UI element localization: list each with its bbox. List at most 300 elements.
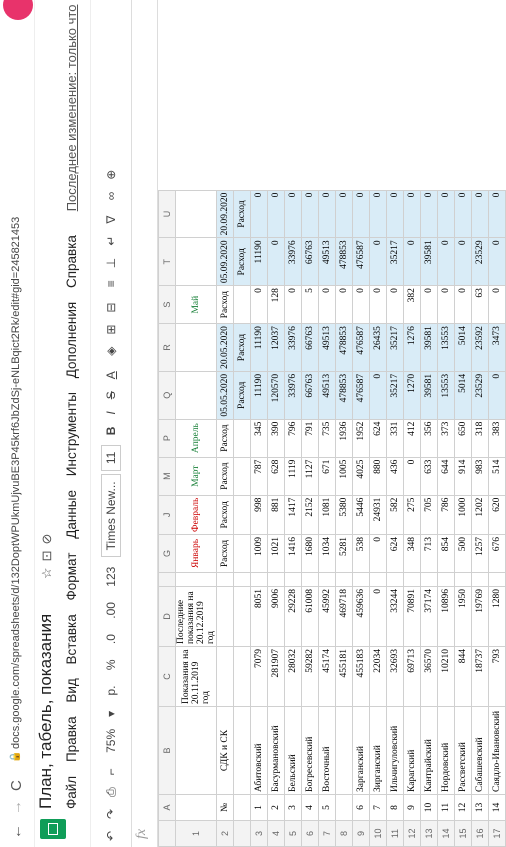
cell[interactable]: [176, 190, 217, 238]
cell[interactable]: [234, 573, 251, 587]
cell[interactable]: 8051: [251, 587, 268, 647]
decrease-decimal-button[interactable]: .0: [104, 634, 118, 645]
cell[interactable]: 0: [404, 238, 421, 286]
cell[interactable]: [234, 419, 251, 457]
chevron-down-icon[interactable]: ▾: [104, 710, 118, 717]
cell[interactable]: 478853: [336, 324, 353, 372]
cell[interactable]: №: [217, 795, 234, 821]
print-icon[interactable]: ⎙: [104, 787, 118, 797]
col-header[interactable]: A: [159, 795, 176, 821]
col-header[interactable]: J: [159, 495, 176, 534]
cell[interactable]: [217, 647, 234, 707]
cell[interactable]: 0: [353, 286, 370, 324]
cell[interactable]: [176, 324, 217, 372]
cell[interactable]: 786: [438, 495, 455, 534]
cell[interactable]: 66763: [302, 238, 319, 286]
cell[interactable]: 0: [455, 238, 472, 286]
row-number[interactable]: [234, 821, 251, 847]
borders-icon[interactable]: ⊞: [104, 324, 118, 335]
cell[interactable]: 476587: [353, 371, 370, 419]
cell[interactable]: 35217: [387, 238, 404, 286]
cell[interactable]: 1034: [319, 535, 336, 573]
row-number[interactable]: 15: [455, 821, 472, 847]
cell[interactable]: 0: [438, 286, 455, 324]
rotate-icon[interactable]: ∇: [104, 215, 118, 224]
cell[interactable]: 49513: [319, 371, 336, 419]
cell[interactable]: Зирганский: [370, 707, 387, 795]
cell[interactable]: 331: [387, 419, 404, 457]
row-number[interactable]: 17: [489, 821, 506, 847]
move-icon[interactable]: ⊡: [39, 544, 54, 562]
cell[interactable]: 63: [472, 286, 489, 324]
cell[interactable]: 436: [387, 457, 404, 495]
cell[interactable]: 844: [455, 647, 472, 707]
increase-decimal-button[interactable]: .00: [104, 602, 118, 619]
cell[interactable]: 10896: [438, 587, 455, 647]
cell[interactable]: Расход: [234, 371, 251, 419]
row-number[interactable]: 1: [176, 821, 217, 847]
cell[interactable]: 1021: [268, 535, 285, 573]
cell[interactable]: 281907: [268, 647, 285, 707]
cell[interactable]: Расход: [234, 324, 251, 372]
cell[interactable]: 1081: [319, 495, 336, 534]
row-number[interactable]: 9: [353, 821, 370, 847]
cell[interactable]: Бельский: [285, 707, 302, 795]
cell[interactable]: 1950: [455, 587, 472, 647]
cell[interactable]: [234, 587, 251, 647]
row-number[interactable]: 4: [268, 821, 285, 847]
cell[interactable]: 39581: [421, 324, 438, 372]
cell[interactable]: [234, 647, 251, 707]
cell[interactable]: 11190: [251, 324, 268, 372]
doc-title[interactable]: План, табель, показания: [36, 613, 55, 809]
cell[interactable]: 5281: [336, 535, 353, 573]
row-number[interactable]: 5: [285, 821, 302, 847]
cell[interactable]: 0: [285, 190, 302, 238]
cell[interactable]: 33976: [285, 324, 302, 372]
cell[interactable]: 476587: [353, 324, 370, 372]
cell[interactable]: 5: [302, 286, 319, 324]
cell[interactable]: 26435: [370, 324, 387, 372]
cell[interactable]: [489, 573, 506, 587]
cell[interactable]: [302, 573, 319, 587]
cell[interactable]: Февраль: [176, 495, 217, 534]
cell[interactable]: 23529: [472, 238, 489, 286]
col-header[interactable]: [159, 573, 176, 587]
cell[interactable]: Абитовский: [251, 707, 268, 795]
cell[interactable]: 33976: [285, 238, 302, 286]
currency-button[interactable]: р.: [104, 685, 118, 696]
strikethrough-icon[interactable]: S: [104, 391, 118, 400]
cell[interactable]: 12037: [268, 324, 285, 372]
cell[interactable]: [404, 573, 421, 587]
cell[interactable]: 0: [370, 587, 387, 647]
cell[interactable]: [268, 573, 285, 587]
cell[interactable]: 11: [438, 795, 455, 821]
cell[interactable]: 796: [285, 419, 302, 457]
cell[interactable]: 13553: [438, 371, 455, 419]
cell[interactable]: 66763: [302, 371, 319, 419]
cell[interactable]: 69713: [404, 647, 421, 707]
cell[interactable]: 3: [285, 795, 302, 821]
cell[interactable]: 1280: [489, 587, 506, 647]
cell[interactable]: 0: [336, 286, 353, 324]
cell[interactable]: 19769: [472, 587, 489, 647]
cell[interactable]: 1417: [285, 495, 302, 534]
cell[interactable]: 356: [421, 419, 438, 457]
menu-file[interactable]: Файл: [64, 775, 79, 809]
cell[interactable]: 624: [387, 535, 404, 573]
cell[interactable]: 0: [455, 190, 472, 238]
cell[interactable]: 881: [268, 495, 285, 534]
cell[interactable]: 1276: [404, 324, 421, 372]
cell[interactable]: 05.09.2020: [217, 238, 234, 286]
cell[interactable]: 455183: [353, 647, 370, 707]
cell[interactable]: 0: [489, 371, 506, 419]
row-number[interactable]: 6: [302, 821, 319, 847]
more-formats-button[interactable]: 123: [104, 566, 118, 587]
cell[interactable]: 0: [455, 286, 472, 324]
last-edit-link[interactable]: Последнее изменение: только что: [64, 4, 79, 212]
cell[interactable]: 2: [268, 795, 285, 821]
cell[interactable]: 66763: [302, 324, 319, 372]
cell[interactable]: [176, 795, 217, 821]
select-all-corner[interactable]: [159, 821, 176, 847]
cell[interactable]: [234, 707, 251, 795]
cell[interactable]: 29228: [285, 587, 302, 647]
menu-data[interactable]: Данные: [64, 489, 79, 539]
cell[interactable]: 8: [387, 795, 404, 821]
row-number[interactable]: 16: [472, 821, 489, 847]
cell[interactable]: 9006: [268, 587, 285, 647]
cell[interactable]: 10: [421, 795, 438, 821]
cell[interactable]: 1000: [455, 495, 472, 534]
cell[interactable]: [353, 573, 370, 587]
cell[interactable]: 7079: [251, 647, 268, 707]
cell[interactable]: Расход: [234, 190, 251, 238]
cell[interactable]: 24931: [370, 495, 387, 534]
col-header[interactable]: S: [159, 286, 176, 324]
cell[interactable]: 0: [251, 190, 268, 238]
cell[interactable]: Расход: [217, 495, 234, 534]
cell[interactable]: 0: [489, 238, 506, 286]
cell[interactable]: 1: [251, 795, 268, 821]
cell[interactable]: 412: [404, 419, 421, 457]
cell[interactable]: 20.05.2020: [217, 324, 234, 372]
cell[interactable]: 39581: [421, 238, 438, 286]
italic-icon[interactable]: I: [104, 411, 118, 415]
cell[interactable]: 0: [353, 190, 370, 238]
bold-icon[interactable]: B: [104, 426, 118, 436]
cell[interactable]: 459636: [353, 587, 370, 647]
cell[interactable]: 35217: [387, 371, 404, 419]
cell[interactable]: 1127: [302, 457, 319, 495]
cell[interactable]: [176, 573, 217, 587]
reload-icon[interactable]: C: [8, 780, 25, 791]
cell[interactable]: Рассветский: [455, 707, 472, 795]
cell[interactable]: Январь: [176, 535, 217, 573]
cell[interactable]: 983: [472, 457, 489, 495]
cell[interactable]: 644: [438, 457, 455, 495]
cell[interactable]: Басурмановский: [268, 707, 285, 795]
col-header[interactable]: B: [159, 707, 176, 795]
col-header[interactable]: Q: [159, 371, 176, 419]
cell[interactable]: 1936: [336, 419, 353, 457]
cell[interactable]: 70891: [404, 587, 421, 647]
fill-color-icon[interactable]: ◈: [104, 346, 118, 356]
cell[interactable]: 0: [370, 190, 387, 238]
cell[interactable]: 1202: [472, 495, 489, 534]
cell[interactable]: 0: [489, 286, 506, 324]
cell[interactable]: 23592: [472, 324, 489, 372]
cell[interactable]: 5014: [455, 371, 472, 419]
cell[interactable]: Последние показания на 20.12.2019 год: [176, 587, 217, 647]
cell[interactable]: 998: [251, 495, 268, 534]
cell[interactable]: 500: [455, 535, 472, 573]
row-number[interactable]: 13: [421, 821, 438, 847]
cell[interactable]: 676: [489, 535, 506, 573]
cell[interactable]: Расход: [234, 238, 251, 286]
row-number[interactable]: 3: [251, 821, 268, 847]
cell[interactable]: 624: [370, 419, 387, 457]
cell[interactable]: 1009: [251, 535, 268, 573]
cell[interactable]: 538: [353, 535, 370, 573]
address-field[interactable]: docs.google.com/spreadsheets/d/132DoptWPUkmUjvuBE3P45krf6JbZdSj-eNLBqict2Rk/edit#gid=245821453: [10, 216, 22, 749]
cell[interactable]: 0: [370, 238, 387, 286]
cell[interactable]: 0: [370, 535, 387, 573]
cell[interactable]: 128: [268, 286, 285, 324]
cell[interactable]: 49513: [319, 324, 336, 372]
cell[interactable]: [176, 238, 217, 286]
cell[interactable]: 791: [302, 419, 319, 457]
cell[interactable]: 5014: [455, 324, 472, 372]
cell[interactable]: 61008: [302, 587, 319, 647]
cell[interactable]: 14: [489, 795, 506, 821]
cell[interactable]: 20.09.2020: [217, 190, 234, 238]
cell[interactable]: 476587: [353, 238, 370, 286]
comment-icon[interactable]: ⊕: [104, 169, 118, 180]
cell[interactable]: 0: [404, 457, 421, 495]
cell[interactable]: [438, 573, 455, 587]
cell[interactable]: 620: [489, 495, 506, 534]
cell[interactable]: 671: [319, 457, 336, 495]
cell[interactable]: 373: [438, 419, 455, 457]
menu-help[interactable]: Справка: [64, 235, 79, 289]
cell[interactable]: [234, 495, 251, 534]
cell[interactable]: 628: [268, 457, 285, 495]
cell[interactable]: 0: [370, 371, 387, 419]
cell[interactable]: [336, 795, 353, 821]
cell[interactable]: Богресевский: [302, 707, 319, 795]
back-icon[interactable]: ←: [8, 824, 25, 839]
cell[interactable]: [234, 286, 251, 324]
cell[interactable]: [370, 573, 387, 587]
cell[interactable]: 0: [268, 238, 285, 286]
cell[interactable]: Восточный: [319, 707, 336, 795]
cell[interactable]: 13553: [438, 324, 455, 372]
cell[interactable]: 23529: [472, 371, 489, 419]
cell[interactable]: 275: [404, 495, 421, 534]
cell[interactable]: [234, 535, 251, 573]
forward-icon[interactable]: →: [8, 800, 25, 815]
cell[interactable]: 348: [404, 535, 421, 573]
cell[interactable]: [285, 573, 302, 587]
undo-icon[interactable]: ↶: [104, 830, 118, 841]
cell[interactable]: 45992: [319, 587, 336, 647]
cell[interactable]: 0: [438, 190, 455, 238]
row-number[interactable]: 10: [370, 821, 387, 847]
cell[interactable]: 05.05.2020: [217, 371, 234, 419]
cell[interactable]: Саядло-Ивановский: [489, 707, 506, 795]
cell[interactable]: 345: [251, 419, 268, 457]
zoom-select[interactable]: 75%: [104, 728, 118, 753]
col-header[interactable]: D: [159, 587, 176, 647]
menu-insert[interactable]: Вставка: [64, 614, 79, 665]
col-header[interactable]: G: [159, 535, 176, 573]
cell[interactable]: 59282: [302, 647, 319, 707]
cell[interactable]: 0: [268, 190, 285, 238]
cell[interactable]: 514: [489, 457, 506, 495]
cell[interactable]: [217, 587, 234, 647]
cell[interactable]: Нордовский: [438, 707, 455, 795]
cell[interactable]: 1005: [336, 457, 353, 495]
cell[interactable]: 3473: [489, 324, 506, 372]
cell[interactable]: [421, 573, 438, 587]
cell[interactable]: [176, 707, 217, 795]
col-header[interactable]: R: [159, 324, 176, 372]
cell[interactable]: 28032: [285, 647, 302, 707]
row-number[interactable]: 7: [319, 821, 336, 847]
cell[interactable]: 713: [421, 535, 438, 573]
sheets-logo-icon[interactable]: [40, 819, 66, 839]
cell[interactable]: 5446: [353, 495, 370, 534]
cell[interactable]: 49513: [319, 238, 336, 286]
cell[interactable]: 383: [489, 419, 506, 457]
cell[interactable]: 914: [455, 457, 472, 495]
col-header[interactable]: C: [159, 647, 176, 707]
cell[interactable]: 478853: [336, 371, 353, 419]
cell[interactable]: 880: [370, 457, 387, 495]
cell[interactable]: 633: [421, 457, 438, 495]
align-icon[interactable]: ≡: [104, 280, 118, 288]
cell[interactable]: 382: [404, 286, 421, 324]
cell[interactable]: 0: [251, 286, 268, 324]
paint-format-icon[interactable]: ⌐: [104, 768, 118, 776]
col-header[interactable]: P: [159, 419, 176, 457]
cell[interactable]: 0: [472, 190, 489, 238]
cell[interactable]: 33244: [387, 587, 404, 647]
row-number[interactable]: 14: [438, 821, 455, 847]
cell[interactable]: [234, 795, 251, 821]
cell[interactable]: Расход: [217, 419, 234, 457]
cell[interactable]: [176, 371, 217, 419]
row-number[interactable]: 8: [336, 821, 353, 847]
cell[interactable]: 1270: [404, 371, 421, 419]
cell[interactable]: 11190: [251, 371, 268, 419]
cell[interactable]: 4025: [353, 457, 370, 495]
cell[interactable]: Расход: [217, 457, 234, 495]
cell[interactable]: 0: [319, 190, 336, 238]
percent-button[interactable]: %: [104, 659, 118, 671]
cell[interactable]: [217, 573, 234, 587]
menu-tools[interactable]: Инструменты: [64, 392, 79, 477]
cell[interactable]: 0: [370, 286, 387, 324]
cell[interactable]: 1952: [353, 419, 370, 457]
cell[interactable]: 9: [404, 795, 421, 821]
cell[interactable]: 2152: [302, 495, 319, 534]
row-number[interactable]: 2: [217, 821, 234, 847]
row-number[interactable]: 11: [387, 821, 404, 847]
cell[interactable]: 469718: [336, 587, 353, 647]
cell[interactable]: 455181: [336, 647, 353, 707]
cell[interactable]: [234, 457, 251, 495]
cell[interactable]: Расход: [217, 286, 234, 324]
row-number[interactable]: 12: [404, 821, 421, 847]
redo-icon[interactable]: ↷: [104, 808, 118, 819]
cell[interactable]: 39581: [421, 371, 438, 419]
link-icon[interactable]: ∞: [104, 191, 118, 201]
cell[interactable]: Зарганский: [353, 707, 370, 795]
cell[interactable]: 0: [302, 190, 319, 238]
cell[interactable]: 11190: [251, 238, 268, 286]
cell[interactable]: 0: [387, 286, 404, 324]
cell[interactable]: 7: [370, 795, 387, 821]
cell[interactable]: 793: [489, 647, 506, 707]
valign-icon[interactable]: ⊥: [104, 257, 118, 269]
cell[interactable]: 0: [404, 190, 421, 238]
cell[interactable]: 32693: [387, 647, 404, 707]
cell[interactable]: 650: [455, 419, 472, 457]
cell[interactable]: 0: [489, 190, 506, 238]
col-header[interactable]: U: [159, 190, 176, 238]
text-color-icon[interactable]: A: [104, 371, 118, 380]
cell[interactable]: 854: [438, 535, 455, 573]
cell[interactable]: 390: [268, 419, 285, 457]
cell[interactable]: 735: [319, 419, 336, 457]
cell[interactable]: [387, 573, 404, 587]
cell[interactable]: 18737: [472, 647, 489, 707]
cell[interactable]: Ильчигуловский: [387, 707, 404, 795]
cell[interactable]: 0: [285, 286, 302, 324]
cell[interactable]: [336, 573, 353, 587]
menu-edit[interactable]: Правка: [64, 716, 79, 763]
cell[interactable]: 33976: [285, 371, 302, 419]
wrap-icon[interactable]: ↵: [104, 235, 118, 246]
star-icon[interactable]: ☆: [39, 561, 54, 579]
cell[interactable]: [319, 573, 336, 587]
cell[interactable]: 787: [251, 457, 268, 495]
cell[interactable]: 45174: [319, 647, 336, 707]
cell[interactable]: 1416: [285, 535, 302, 573]
cell[interactable]: 0: [438, 238, 455, 286]
cell[interactable]: 0: [319, 286, 336, 324]
cell[interactable]: 0: [336, 190, 353, 238]
cell[interactable]: 1119: [285, 457, 302, 495]
cell[interactable]: 12: [455, 795, 472, 821]
cell[interactable]: [251, 573, 268, 587]
cell[interactable]: Карагский: [404, 707, 421, 795]
cell[interactable]: СДК и СК: [217, 707, 234, 795]
menu-addons[interactable]: Дополнения: [64, 301, 79, 379]
cell[interactable]: 22034: [370, 647, 387, 707]
menu-view[interactable]: Вид: [64, 678, 79, 703]
cell[interactable]: 10210: [438, 647, 455, 707]
cell[interactable]: 120570: [268, 371, 285, 419]
cell[interactable]: Показания на 20.11.2019 год: [176, 647, 217, 707]
cell[interactable]: Кантрайский: [421, 707, 438, 795]
cell[interactable]: 582: [387, 495, 404, 534]
col-header[interactable]: T: [159, 238, 176, 286]
